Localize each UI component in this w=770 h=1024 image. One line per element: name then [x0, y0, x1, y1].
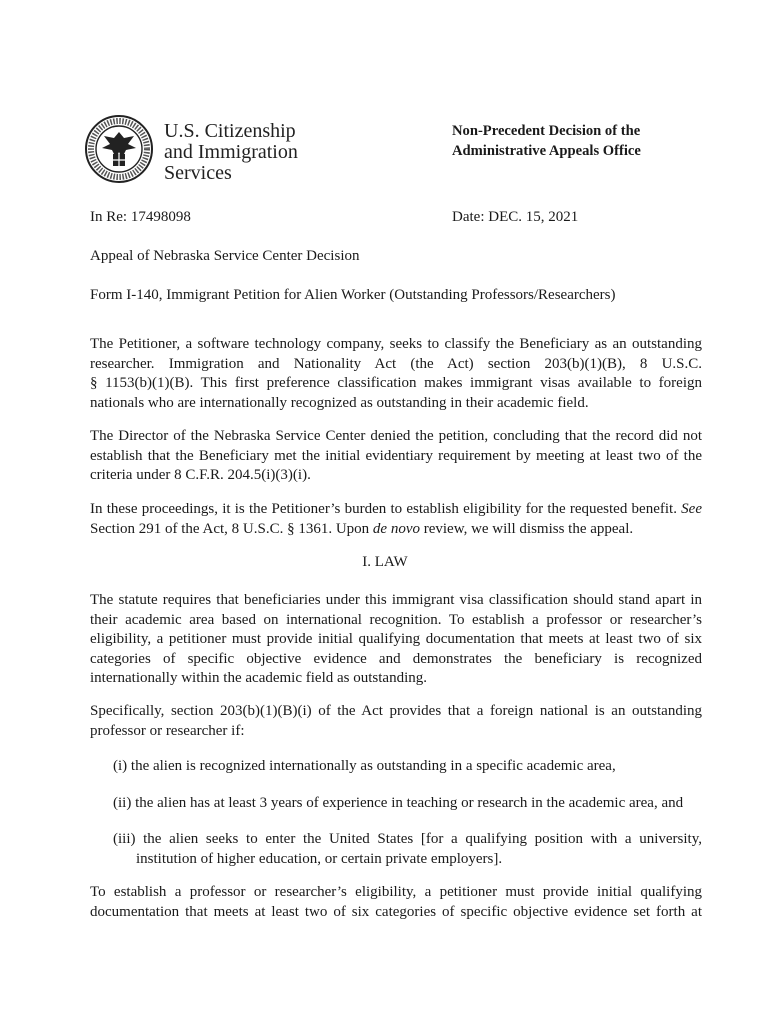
- text-italic: See: [681, 501, 702, 517]
- text-line: To establish a professor or researcher’s eligibility, a petitioner must provide initial qualifying: [90, 884, 702, 900]
- text-line: The statute requires that beneficiaries under this immigrant visa classification should stand apart in: [90, 592, 702, 608]
- text-line: nationals who are internationally recognized as outstanding in their academic field.: [90, 394, 589, 411]
- appeal-line: Appeal of Nebraska Service Center Decision: [90, 248, 360, 264]
- paragraph-2: [90, 427, 702, 486]
- text-line: [90, 520, 702, 540]
- decision-line-2: Administrative Appeals Office: [452, 143, 641, 159]
- text-line: [90, 500, 702, 520]
- criteria-item-1: (i) the alien is recognized internationally as outstanding in a specific academic area,: [113, 758, 616, 774]
- dhs-seal-icon: [84, 114, 154, 184]
- text-line: documentation that meets at least two of six categories of specific objective evidence set forth at: [90, 903, 702, 920]
- text-run: Section 291 of the Act, 8 U.S.C. § 1361. Upon: [90, 520, 370, 537]
- paragraph-3: [90, 500, 702, 539]
- criteria-item-2: (ii) the alien has at least 3 years of experience in teaching or research in the academic area, and: [113, 795, 684, 811]
- in-re: In Re: 17498098: [90, 209, 191, 225]
- text-line: eligibility, a petitioner must provide initial qualifying documentation that meets at least two of six: [90, 631, 702, 648]
- agency-line-2: and Immigration: [164, 141, 298, 163]
- paragraph-6: [90, 883, 702, 922]
- paragraph-1: [90, 335, 702, 413]
- text-line: establish that the Beneficiary met the initial evidentiary requirement by meeting at least two of the: [90, 447, 702, 464]
- agency-line-3: Services: [164, 162, 232, 184]
- text-italic: de novo: [372, 520, 420, 537]
- text-line: § 1153(b)(1)(B). This first preference classification makes immigrant visas available to foreign: [90, 375, 702, 392]
- text-line: The Director of the Nebraska Service Center denied the petition, concluding that the record did not: [90, 428, 702, 444]
- section-heading: I. LAW: [362, 554, 408, 570]
- paragraph-4: [90, 591, 702, 689]
- criteria-item-3: [113, 829, 702, 869]
- text-run: review, we will dismiss the appeal.: [423, 520, 634, 537]
- text-line: The Petitioner, a software technology company, seeks to classify the Beneficiary as an outstanding: [90, 336, 702, 352]
- text-line: institution of higher education, or certain private employers].: [136, 851, 503, 867]
- text-line: internationally within the academic field as outstanding.: [90, 670, 427, 687]
- agency-name: [164, 121, 298, 184]
- text-line: professor or researcher if:: [90, 722, 245, 739]
- decision-line-1: Non-Precedent Decision of the: [452, 123, 641, 139]
- text-line: criteria under 8 C.F.R. 204.5(i)(3)(i).: [90, 467, 311, 484]
- text-line: researcher. Immigration and Nationality Act (the Act) section 203(b)(1)(B), 8 U.S.C.: [90, 355, 702, 372]
- decision-date: Date: DEC. 15, 2021: [452, 209, 579, 225]
- text-run: In these proceedings, it is the Petitioner’s burden to establish eligibility for the requested benefit.: [90, 501, 677, 517]
- agency-line-1: U.S. Citizenship: [164, 120, 296, 142]
- text-line: categories of specific objective evidence and demonstrates the beneficiary is recognized: [90, 650, 702, 667]
- paragraph-5: [90, 702, 702, 741]
- text-line: their academic area based on international recognition. To establish a professor or researcher’s: [90, 611, 702, 628]
- decision-type: [452, 121, 641, 161]
- form-line: Form I-140, Immigrant Petition for Alien Worker (Outstanding Professors/Researchers): [90, 287, 616, 303]
- text-line: Specifically, section 203(b)(1)(B)(i) of the Act provides that a foreign national is an outstanding: [90, 703, 702, 719]
- text-line: (iii) the alien seeks to enter the United States [for a qualifying position with a university,: [113, 831, 702, 847]
